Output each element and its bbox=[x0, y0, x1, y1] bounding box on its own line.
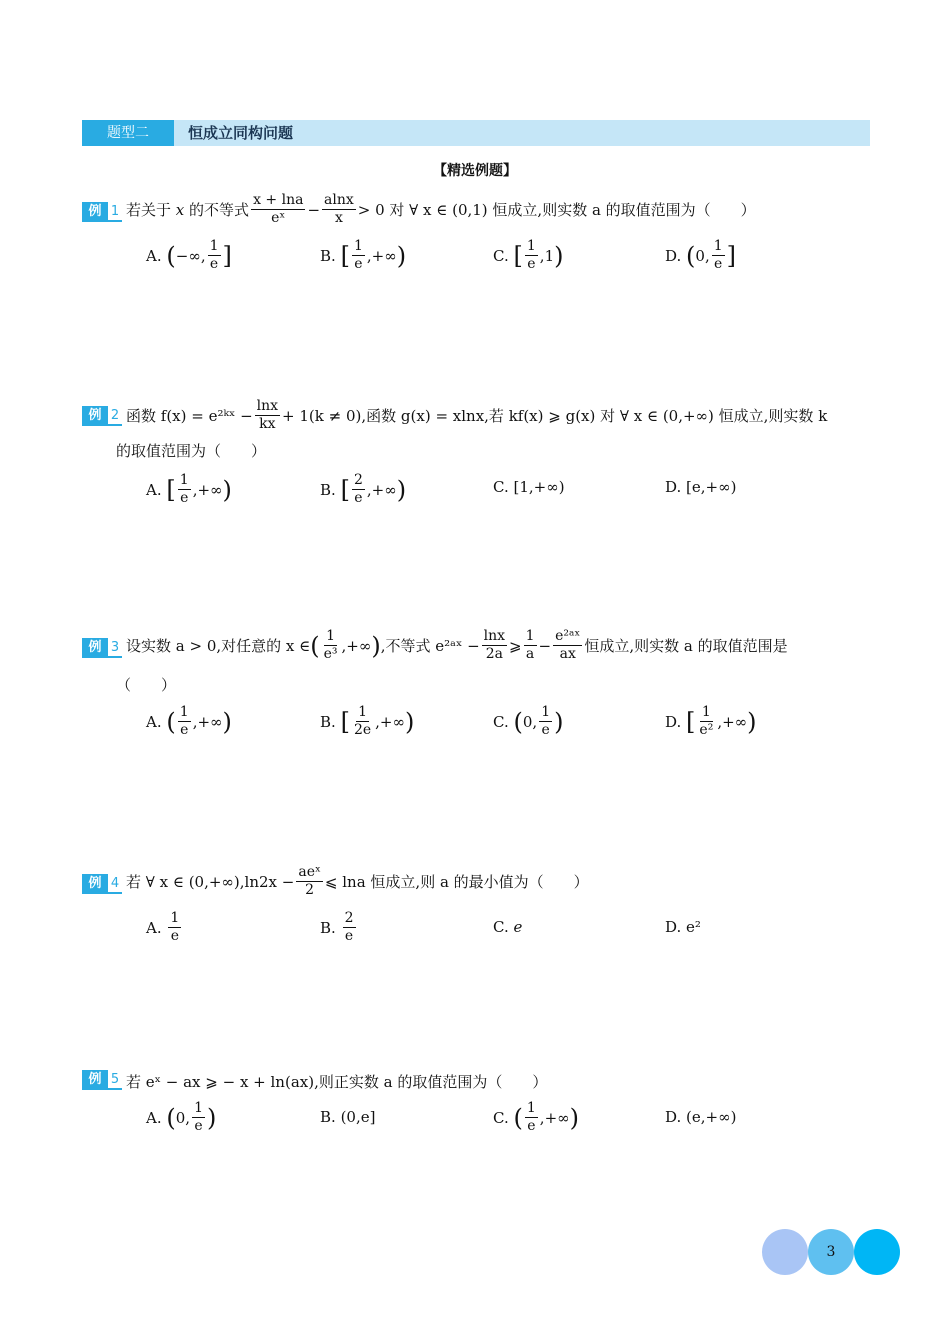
decorative-circle bbox=[854, 1229, 900, 1275]
option-d: D. (e,+∞) bbox=[665, 1108, 737, 1126]
fraction: $\frac{\text{aeˣ}}{2}$ bbox=[298, 864, 321, 898]
option-b: B. $\frac{2}{e}$ bbox=[320, 910, 354, 944]
option-b: B. (0,e] bbox=[320, 1108, 376, 1126]
option-c: C. [1,+∞) bbox=[493, 478, 565, 496]
example-badge: 例 5 bbox=[82, 1070, 122, 1090]
option-d: D. ( 0, $\frac{1}{e}$ ] bbox=[665, 238, 737, 272]
option-a: A. $\frac{1}{e}$ bbox=[146, 910, 180, 944]
page-number: 3 bbox=[808, 1229, 854, 1275]
option-d: D. [e,+∞) bbox=[665, 478, 737, 496]
option-d: D. e² bbox=[665, 918, 701, 936]
example-badge: 例 1 bbox=[82, 202, 122, 222]
fraction: $\frac{1}{a}$ bbox=[525, 628, 535, 662]
option-c: C. e bbox=[493, 918, 523, 936]
section-tag: 题型二 bbox=[82, 120, 174, 146]
section-title: 恒成立同构问题 bbox=[188, 124, 294, 142]
option-b: B. [ $\frac{1}{2e}$ ,+∞ ) bbox=[320, 704, 415, 738]
option-c: C. [ $\frac{1}{e}$ ,1 ) bbox=[493, 238, 564, 272]
decorative-circle bbox=[762, 1229, 808, 1275]
fraction: $\frac{alnx}{x}$ bbox=[324, 192, 354, 226]
example-stem: 设实数 a > 0,对任意的 x ∈ ( $\frac{1}{\text{e³}}$ ,+∞ ) ,不等式 e²ᵃˣ − $\frac{\ln x}{2a}$ ⩾ $\frac{1}{a}$ − $\frac{\text{e²ᵃˣ}}{ax}$ 恒成立,则实数 a 的取值范围是 bbox=[126, 628, 788, 662]
example-stem: 若关于 x 的不等式 $\frac{x + \ln a}{\text{eˣ}}$ − $\frac{alnx}{x}$ > 0 对 ∀ x ∈ (0,1) 恒成立,则实数 a 的取值范围为（ ） bbox=[126, 192, 756, 226]
example-stem-continued: （ ） bbox=[116, 676, 177, 694]
page-number-badge bbox=[762, 1229, 902, 1277]
option-a: A. ( 0, $\frac{1}{e}$ ) bbox=[146, 1100, 217, 1134]
example-stem: 函数 f(x) = e²ᵏˣ − $\frac{\ln x}{kx}$ + 1(k ≠ 0),函数 g(x) = xlnx,若 kf(x) ⩾ g(x) 对 ∀ x ∈ (0,+∞) 恒成立,则实数 k bbox=[126, 398, 828, 432]
example-badge: 例 4 bbox=[82, 874, 122, 894]
option-a: A. [ $\frac{1}{e}$ ,+∞ ) bbox=[146, 472, 232, 506]
example-badge: 例 3 bbox=[82, 638, 122, 658]
option-c: C. ( 0, $\frac{1}{e}$ ) bbox=[493, 704, 564, 738]
fraction: $\frac{\ln x}{2a}$ bbox=[483, 628, 506, 662]
example-stem-continued: 的取值范围为（ ） bbox=[116, 442, 267, 460]
fraction: $\frac{1}{\text{e³}}$ bbox=[323, 628, 338, 662]
fraction: $\frac{\ln x}{kx}$ bbox=[256, 398, 279, 432]
option-a: A. ( −∞, $\frac{1}{e}$ ] bbox=[146, 238, 232, 272]
option-b: B. [ $\frac{2}{e}$ ,+∞ ) bbox=[320, 472, 407, 506]
section-header bbox=[82, 120, 870, 146]
fraction: $\frac{x + \ln a}{\text{eˣ}}$ bbox=[253, 192, 304, 226]
option-a: A. ( $\frac{1}{e}$ ,+∞ ) bbox=[146, 704, 232, 738]
example-stem: 若 eˣ − ax ⩾ − x + ln(ax),则正实数 a 的取值范围为（ ） bbox=[126, 1073, 548, 1091]
fraction: $\frac{\text{e²ᵃˣ}}{ax}$ bbox=[555, 628, 581, 662]
examples-subtitle: 【精选例题】 bbox=[433, 163, 517, 179]
option-b: B. [ $\frac{1}{e}$ ,+∞ ) bbox=[320, 238, 407, 272]
example-badge: 例 2 bbox=[82, 406, 122, 426]
option-c: C. ( $\frac{1}{e}$ ,+∞ ) bbox=[493, 1100, 580, 1134]
option-d: D. [ $\frac{1}{\text{e²}}$ ,+∞ ) bbox=[665, 704, 757, 738]
example-stem: 若 ∀ x ∈ (0,+∞),ln2x − $\frac{\text{aeˣ}}{2}$ ⩽ lna 恒成立,则 a 的最小值为（ ） bbox=[126, 864, 589, 898]
